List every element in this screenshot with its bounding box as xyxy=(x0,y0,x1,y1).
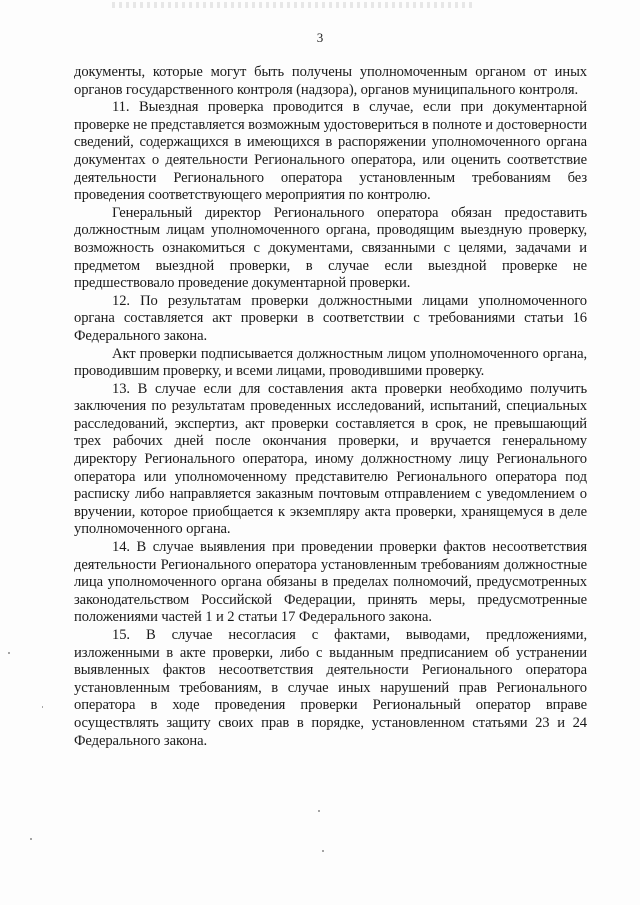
paragraph-item-15: 15. В случае несогласия с фактами, выводами, предложениями, изложенными в акте проверки, либо с выданным предписанием об устранении выявленных фактов несоответствия деятельности Регионального оператора установленным требованиям, в случае иных нарушений прав Регионального оператора в ходе проведения проверки Региональный оператор вправе осуществлять защиту своих прав в порядке, установленном статьями 23 и 24 Федерального закона. xyxy=(74,627,587,749)
scan-speck xyxy=(30,838,32,840)
scan-header-artifact xyxy=(112,2,472,8)
paragraph-continuation: документы, которые могут быть получены уполномоченным органом от иных органов государственного контроля (надзора), органов муниципального контроля. xyxy=(74,64,587,98)
paragraph-item-14: 14. В случае выявления при проведении проверки фактов несоответствия деятельности Регионального оператора установленным требованиям должностные лица уполномоченного органа обязаны в пределах полномочий, предусмотренных законодательством Российской Федерации, принять меры, предусмотренные положениями частей 1 и 2 статьи 17 Федерального закона. xyxy=(74,539,587,626)
page-number: 3 xyxy=(316,30,324,45)
scan-speck xyxy=(42,706,43,708)
paragraph-item-12: 12. По результатам проверки должностными лицами уполномоченного органа составляется акт проверки в соответствии с требованиями статьи 16 Федерального закона. xyxy=(74,292,587,344)
paragraph-act-signing: Акт проверки подписывается должностным лицом уполномоченного органа, проводившим проверку, и всеми лицами, проводившими проверку. xyxy=(74,345,587,380)
scan-speck xyxy=(318,810,320,812)
document-body xyxy=(74,64,587,750)
paragraph-director-obligation: Генеральный директор Регионального оператора обязан предоставить должностным лицам уполномоченного органа, проводящим выездную проверку, возможность ознакомиться с документами, связанными с целями, задачами и предметом выездной проверки, в случае если выездной проверке не предшествовало проведение документарной проверки. xyxy=(74,204,587,292)
paragraph-item-13: 13. В случае если для составления акта проверки необходимо получить заключения по результатам проведенных исследований, испытаний, специальных расследований, экспертиз, акт проверки составляется в срок, не превышающий трех рабочих дней после окончания проверки, и вручается генеральному директору Регионального оператора, иному должностному лицу Регионального оператора или уполномоченному представителю Регионального оператора под расписку либо направляется заказным почтовым отправлением с уведомлением о вручении, которое приобщается к экземпляру акта проверки, хранящемуся в деле уполномоченного органа. xyxy=(74,380,587,538)
scan-speck xyxy=(8,652,10,654)
scan-speck xyxy=(322,850,324,852)
paragraph-item-11: 11. Выездная проверка проводится в случае, если при документарной проверке не представляется возможным удостовериться в полноте и достоверности сведений, содержащихся в имеющихся в распоряжении уполномоченного органа документах о деятельности Регионального оператора, или оценить соответствие деятельности Регионального оператора установленным требованиям без проведения соответствующего мероприятия по контролю. xyxy=(74,99,587,204)
